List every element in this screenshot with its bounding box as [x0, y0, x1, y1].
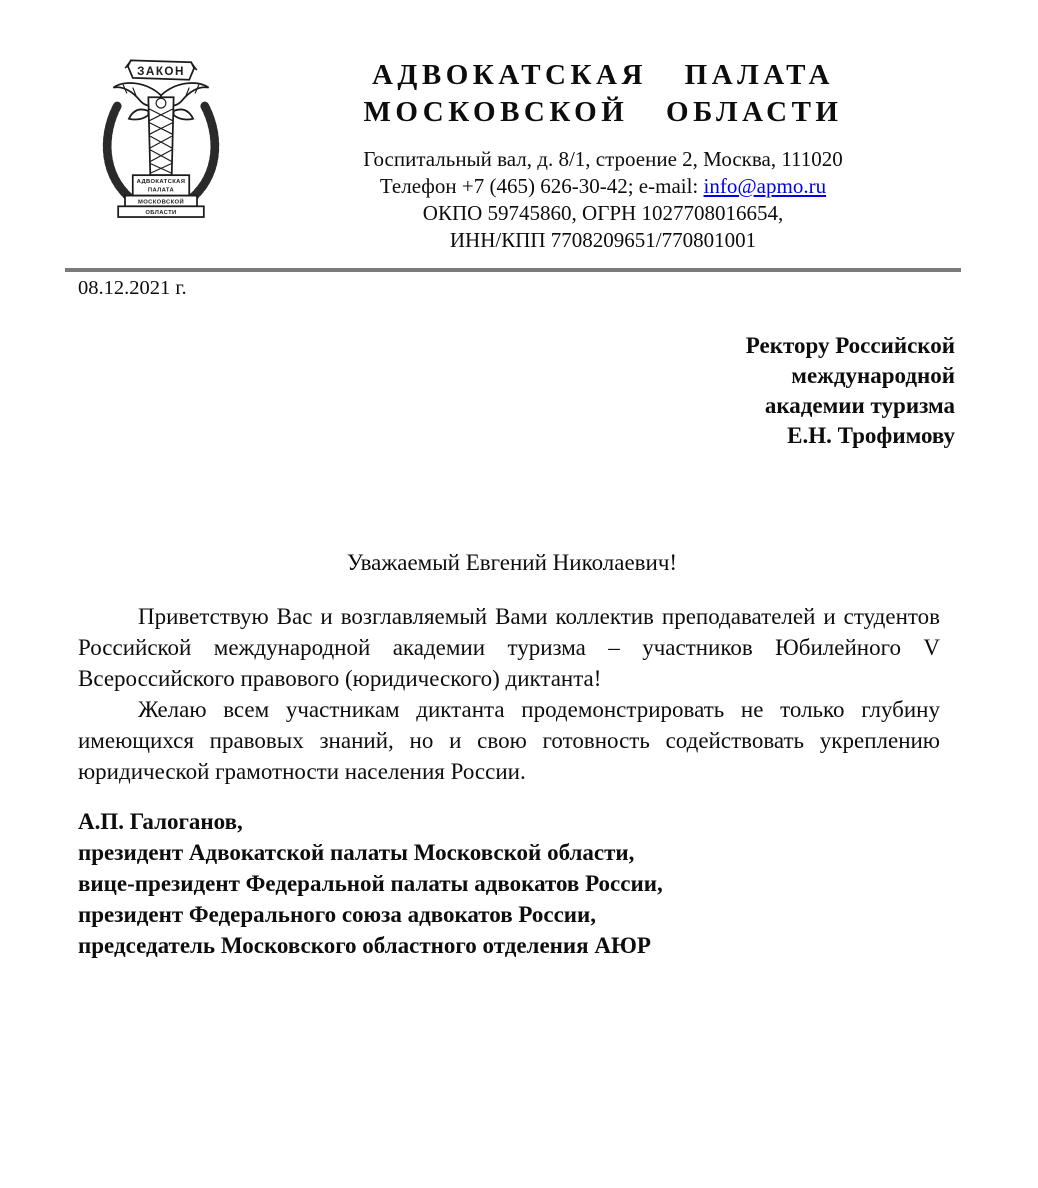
phone-text: Телефон +7 (465) 626-30-42; e-mail: [379, 174, 704, 198]
emblem-banner-text: ЗАКОН [137, 64, 185, 78]
divider-line [65, 268, 961, 272]
email-link[interactable]: info@apmo.ru [703, 174, 827, 198]
emblem-pedestal-text-1: АДВОКАТСКАЯ [136, 178, 186, 185]
org-name-line1: АДВОКАТСКАЯ ПАЛАТА [371, 59, 834, 91]
address-line: Госпитальный вал, д. 8/1, строение 2, Москва, 111020 [363, 147, 843, 171]
recipient-line3: академии туризма [764, 393, 955, 418]
registration-line1: ОКПО 59745860, ОГРН 1027708016654, [422, 201, 784, 225]
signature-title-1: президент Адвокатской палаты Московской области, [78, 840, 635, 865]
contact-block [233, 146, 973, 254]
letter-date: 08.12.2021 г. [78, 277, 187, 299]
body-paragraph-2: Желаю всем участникам диктанта продемонстрировать не только глубину имеющихся правовых знаний, но и свою готовность содействовать укреплению юридической грамотности населения России. [78, 697, 940, 784]
apmo-emblem-logo [88, 52, 234, 238]
registration-line2: ИНН/КПП 7708209651/770801001 [449, 228, 757, 252]
org-name-line2: МОСКОВСКОЙ ОБЛАСТИ [363, 96, 843, 128]
letterhead [233, 57, 973, 254]
signature-block [78, 806, 663, 961]
recipient-line4: Е.Н. Трофимову [787, 423, 955, 448]
signature-title-2: вице-президент Федеральной палаты адвокатов России, [78, 871, 663, 896]
emblem-pedestal-text-2: ПАЛАТА [147, 187, 175, 194]
emblem-pedestal-text-3: МОСКОВСКОЙ [137, 199, 185, 206]
law-emblem-icon [88, 52, 234, 238]
signature-name: А.П. Галоганов, [78, 809, 243, 834]
letter-body [78, 601, 940, 787]
salutation: Уважаемый Евгений Николаевич! [346, 550, 678, 575]
body-paragraph-1: Приветствую Вас и возглавляемый Вами коллектив преподавателей и студентов Российской международной академии туризма – участников Юбилейного V Всероссийского правового (юридического) диктанта! [78, 604, 940, 691]
recipient-block [746, 331, 955, 451]
recipient-line1: Ректору Российской [745, 333, 955, 358]
phone-line [233, 173, 973, 200]
signature-title-4: председатель Московского областного отделения АЮР [78, 933, 651, 958]
recipient-line2: международной [791, 363, 955, 388]
signature-title-3: президент Федерального союза адвокатов России, [78, 902, 597, 927]
emblem-pedestal-text-4: ОБЛАСТИ [145, 210, 177, 217]
